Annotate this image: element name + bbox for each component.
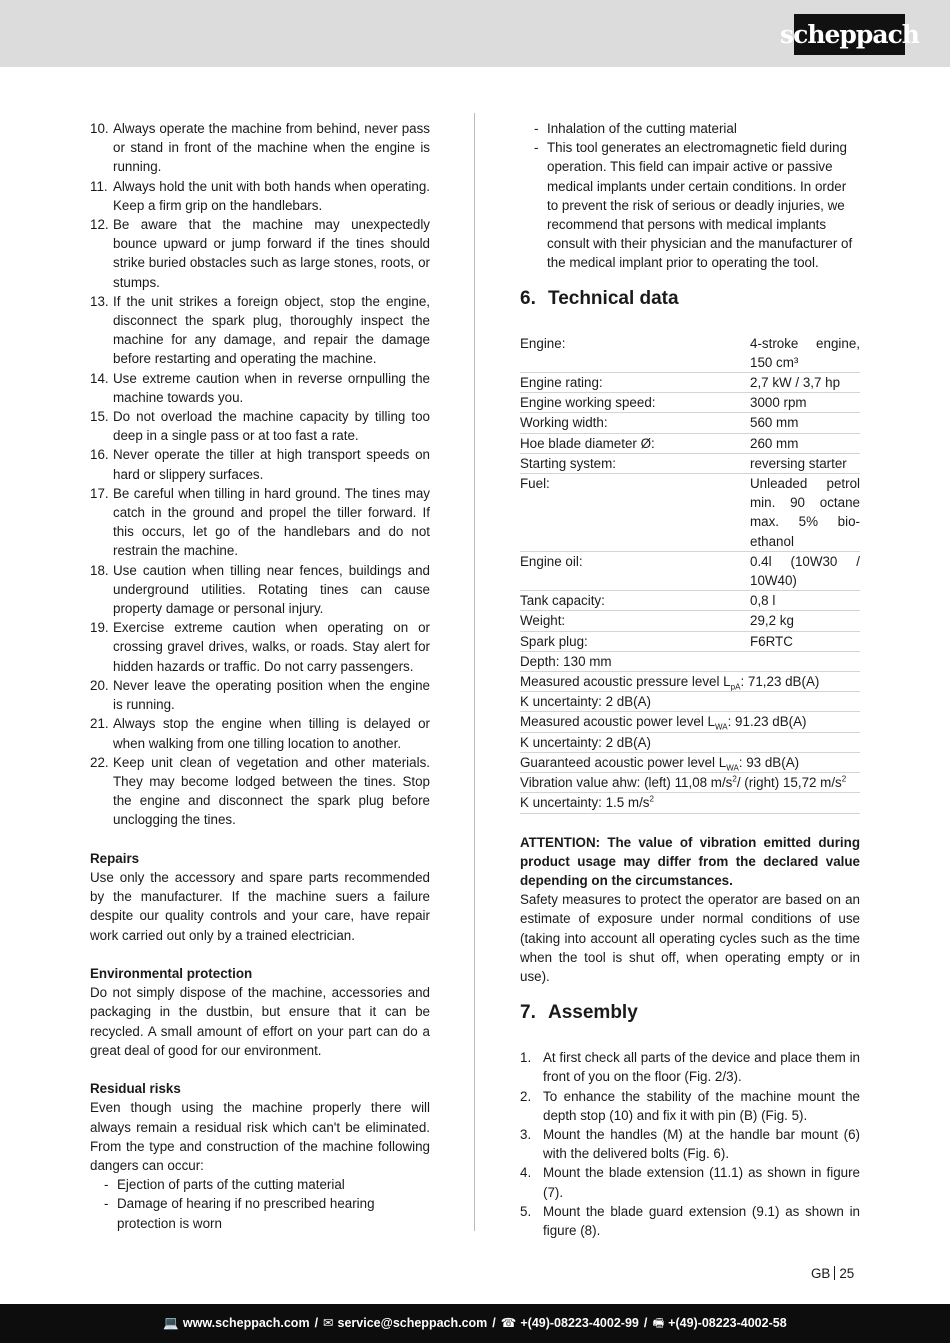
footer-fax: +(49)-08223-4002-58: [668, 1315, 787, 1330]
safety-measures-text: Safety measures to protect the operator are based on an estimate of exposure under normal conditions of use (taking into account all operating cycles such as the time when the tool is shut off, when operating empty or in use).: [520, 892, 860, 984]
assembly-heading: 7. Assembly: [520, 1002, 638, 1024]
footer-phone: +(49)-08223-4002-99: [520, 1315, 639, 1330]
list-item: 21. Always stop the engine when tilling is delayed or when walking from one tilling location to another.: [90, 716, 430, 751]
list-item: 12. Be aware that the machine may unexpectedly bounce upward or jump forward if the tines should strike buried obstacles such as large stones, roots, or stumps.: [90, 217, 430, 290]
table-row: Tank capacity: 0,8 l: [520, 591, 860, 611]
column-divider: [474, 113, 475, 1231]
table-row: Working width: 560 mm: [520, 413, 860, 433]
list-item: 1. At first check all parts of the device and place them in front of you on the floor (Fig. 2/3).: [520, 1050, 860, 1085]
table-row: Fuel: Unleaded petrol min. 90 octane max. 5% bio-ethanol: [520, 474, 860, 552]
technical-data-heading: 6. Technical data: [520, 287, 679, 309]
list-item: 17. Be careful when tilling in hard ground. The tines may catch in the ground and propel the tiller forward. If this occurs, let go of the handlebars and do not restrain the machine.: [90, 485, 430, 559]
list-item: 14. Use extreme caution when in reverse ornpulling the machine towards you.: [90, 370, 430, 405]
residual-risks-heading: Residual risks: [90, 1081, 181, 1097]
list-item: 20. Never leave the operating position when the engine is running.: [90, 677, 430, 713]
table-row: Engine working speed: 3000 rpm: [520, 393, 860, 413]
attention-note: ATTENTION: The value of vibration emitted during product usage may differ from the declared value depending on the circumstances.: [520, 834, 860, 888]
fax-icon: 🖷: [652, 1315, 665, 1330]
safety-instructions-list: [90, 119, 430, 830]
assembly-steps-list: [520, 1048, 860, 1240]
table-row: Measured acoustic power level $L_{WA}$: 91.23 dB(A): [520, 712, 860, 732]
table-row: K uncertainty: 2 dB(A): [520, 692, 860, 712]
technical-data-table: [520, 334, 860, 814]
list-item: 22. Keep unit clean of vegetation and other materials. They may become lodged between the tines. Stop the engine and disconnect the spark plug before unclogging the tines.: [90, 754, 430, 828]
envelope-icon: ✉: [323, 1315, 334, 1330]
footer-bar: 💻 www.scheppach.com / ✉ service@scheppach.com / ☎ +(49)-08223-4002-99 / 🖷 +(49)-08223-4002-58: [0, 1304, 950, 1343]
laptop-icon: 💻: [163, 1315, 179, 1330]
environmental-text: Do not simply dispose of the machine, accessories and packaging in the dustbin, but ensure that it can be recycled. A small amount of effort on your part can do a great deal of good for our environment.: [90, 985, 430, 1058]
table-row: K uncertainty: 2 dB(A): [520, 733, 860, 753]
table-row: Weight: 29,2 kg: [520, 611, 860, 631]
repairs-heading: Repairs: [90, 850, 140, 866]
list-item: 10. Always operate the machine from behind, never pass or stand in front of the machine when the engine is running.: [90, 121, 430, 175]
table-row: Vibration value ahw: (left) 11,08 $m/s^2/$ (right) 15,72 $m/s^2$: [520, 773, 860, 793]
residual-risks-text: Even though using the machine properly there will always remain a residual risk which can't be eliminated. From the type and construction of the machine following dangers can occur:: [90, 1100, 430, 1173]
list-item: - Inhalation of the cutting material: [534, 121, 737, 136]
residual-risks-continued: [520, 119, 860, 273]
phone-icon: ☎: [500, 1315, 517, 1330]
table-row: K uncertainty: 1.5 $m/s^2$: [520, 793, 860, 813]
list-item: 13. If the unit strikes a foreign object, stop the engine, disconnect the spark plug, thoroughly inspect the machine for any damage, and repair the damage before restarting and operating the machine.: [90, 293, 430, 367]
repairs-text: Use only the accessory and spare parts recommended by the manufacturer. If the machine suers a failure despite our quality controls and your care, have repair work carried out only by a trained electrician.: [90, 869, 430, 943]
footer-website[interactable]: www.scheppach.com: [182, 1315, 310, 1330]
table-row: Spark plug: F6RTC: [520, 632, 860, 652]
list-item: 5. Mount the blade guard extension (9.1) as shown in figure (8).: [520, 1203, 860, 1238]
scheppach-logo: scheppach: [794, 14, 905, 55]
left-column: [90, 119, 430, 1233]
right-column: [520, 119, 860, 1240]
table-row: Engine rating: 2,7 kW / 3,7 hp: [520, 373, 860, 393]
list-item: 18. Use caution when tilling near fences, buildings and underground utilities. Rotating tines can cause property damage or personal injury.: [90, 562, 430, 617]
list-item: 4. Mount the blade extension (11.1) as shown in figure (7).: [520, 1165, 860, 1200]
table-row: Depth: 130 mm: [520, 652, 860, 672]
environmental-heading: Environmental protection: [90, 965, 253, 981]
table-row: Engine oil: 0.4l (10W30 / 10W40): [520, 552, 860, 591]
list-item: 2. To enhance the stability of the machine mount the depth stop (10) and fix it with pin (B) (Fig. 5).: [520, 1088, 860, 1123]
page-number: GB 25: [811, 1266, 855, 1281]
list-item: 15. Do not overload the machine capacity by tilling too deep in a single pass or at too fast a rate.: [90, 409, 430, 444]
table-row: Starting system: reversing starter: [520, 454, 860, 474]
footer-email[interactable]: service@scheppach.com: [337, 1315, 488, 1330]
list-item: 11. Always hold the unit with both hands when operating. Keep a firm grip on the handlebars.: [90, 178, 430, 213]
list-item: - Ejection of parts of the cutting material: [104, 1177, 345, 1193]
table-row: Hoe blade diameter Ø: 260 mm: [520, 434, 860, 454]
table-row: Guaranteed acoustic power level $L_{WA}$: 93 dB(A): [520, 753, 860, 773]
list-item: 3. Mount the handles (M) at the handle bar mount (6) with the delivered bolts (Fig. 6).: [520, 1126, 860, 1162]
table-row: Engine: 4-stroke engine, 150 cm³: [520, 334, 860, 373]
list-item: - This tool generates an electromagnetic field during operation. This field can impair active or passive medical implants under certain conditions. In order to prevent the risk of serious or deadly injuries, we recommend that persons with medical implants consult with their physician and the manufacturer of the medical implant prior to operating the tool.: [534, 140, 853, 271]
list-item: 19. Exercise extreme caution when operating on or crossing gravel drives, walks, or roads. Stay alert for hidden hazards or traffic. Do not carry passengers.: [90, 620, 430, 674]
table-row: Measured acoustic pressure level $L_{pA}$: 71,23 dB(A): [520, 672, 860, 692]
list-item: 16. Never operate the tiller at high transport speeds on hard or slippery surfaces.: [90, 447, 430, 482]
residual-risks-list: [90, 1175, 430, 1233]
list-item: - Damage of hearing if no prescribed hearing protection is worn: [104, 1196, 375, 1231]
